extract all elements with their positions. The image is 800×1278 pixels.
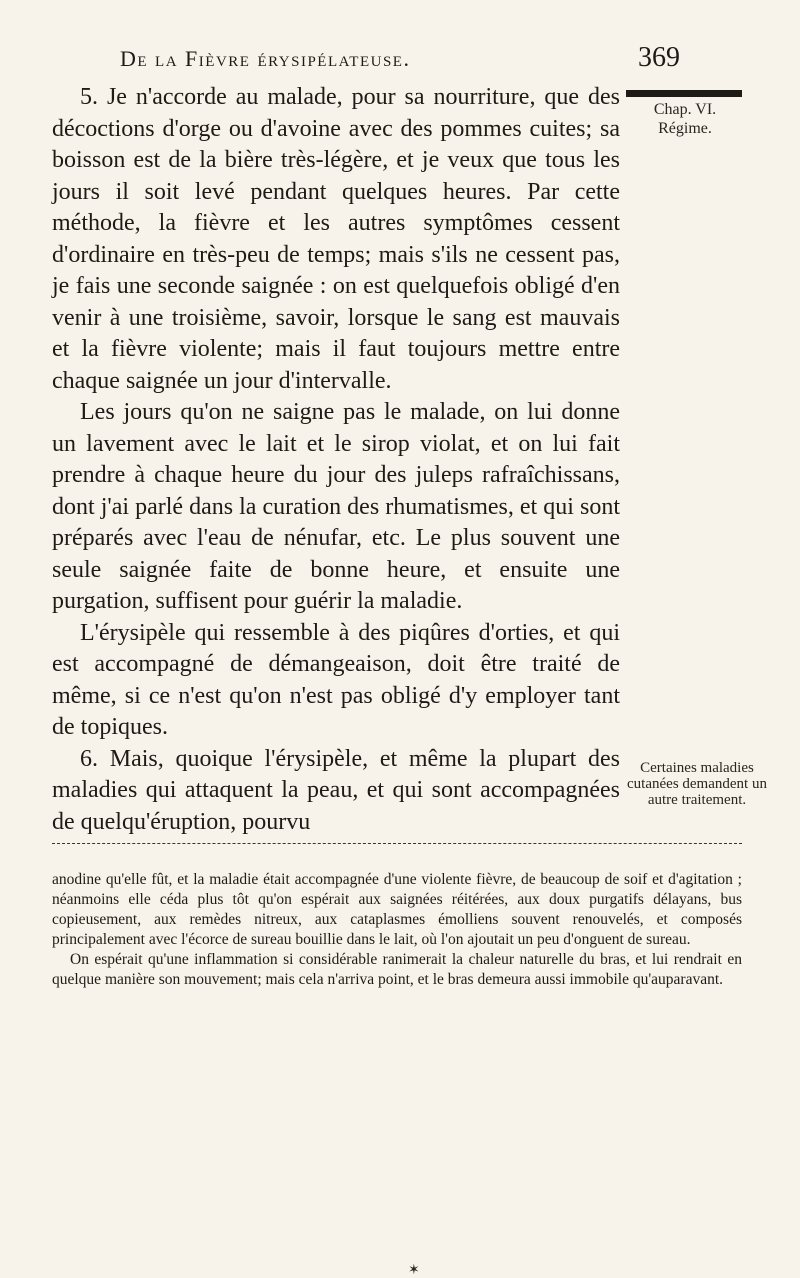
page-header [120,42,680,74]
paragraph-6: 6. Mais, quoique l'érysipèle, et même la plupart des maladies qui attaquent la peau, et qui sont accompagnées de quelqu'éruption, pourvu [52,745,620,835]
paragraph-lavement: Les jours qu'on ne saigne pas le malade, on lui donne un lavement avec le lait et le sirop violat, et on lui fait prendre à chaque heure du jour des juleps rafraîchissans, dont j'ai parlé dans la curation des rhumatismes, et qui sont préparés avec l'eau de nénufar, etc. Le plus souvent une seule saignée faite de bonne heure, et ensuite une purgation, suffisent pour guérir la maladie. [52,399,620,614]
margin-note-certaines-maladies: Certaines maladies cutanées demandent un autre traitement. [627,760,767,808]
margin-rule-mark [626,90,742,97]
margin-note-chapter [624,100,746,138]
stray-mark: ✶ [408,1262,420,1278]
margin-note-regime: Régime. [658,120,712,137]
footnote-paragraph-2: On espérait qu'une inflammation si considérable ranimerait la chaleur naturelle du bras, et lui rendrait en quelque manière son mouvement; mais cela n'arriva point, et le bras demeura aussi immobile qu'auparavant. [52,951,742,988]
margin-note-chapter-label: Chap. VI. [653,101,717,118]
footnote-paragraph-1: anodine qu'elle fût, et la maladie était accompagnée d'une violente fièvre, de beaucoup de soif et d'agitation ; néanmoins elle céda plus tôt qu'on espérait aux saignées réitérées, aux doux purgatifs délayans, bus copieusement, aux remèdes nitreux, aux cataplasmes émolliens souvent renouvelés, et composés principalement avec l'écorce de sureau bouillie dans le lait, où l'on ajoutait un peu d'onguent de sureau. [52,871,742,948]
paragraph-erysipele-orties: L'érysipèle qui ressemble à des piqûres d'orties, et qui est accompagné de démangeaison, doit être traité de même, si ce n'est qu'on n'est pas obligé d'y employer tant de topiques. [52,619,620,740]
footnote [52,870,742,990]
page-number: 369 [638,42,680,73]
main-text [52,82,620,838]
paragraph-5: 5. Je n'accorde au malade, pour sa nourriture, que des décoctions d'orge ou d'avoine avec des pommes cuites; sa boisson est de la bière très-légère, et je veux que tous les jours il soit levé pendant quelques heures. Par cette méthode, la fièvre et les autres symptômes cessent d'ordinaire en très-peu de temps; mais s'ils ne cessent pas, je fais une seconde saignée : on est quelquefois obligé d'en venir à une troisième, savoir, lorsque le sang est mauvais et la fièvre violente; mais il faut toujours mettre entre chaque saignée un jour d'intervalle. [52,84,620,394]
running-head: De la Fièvre érysipélateuse. [120,46,411,71]
footnote-separator [52,843,742,845]
